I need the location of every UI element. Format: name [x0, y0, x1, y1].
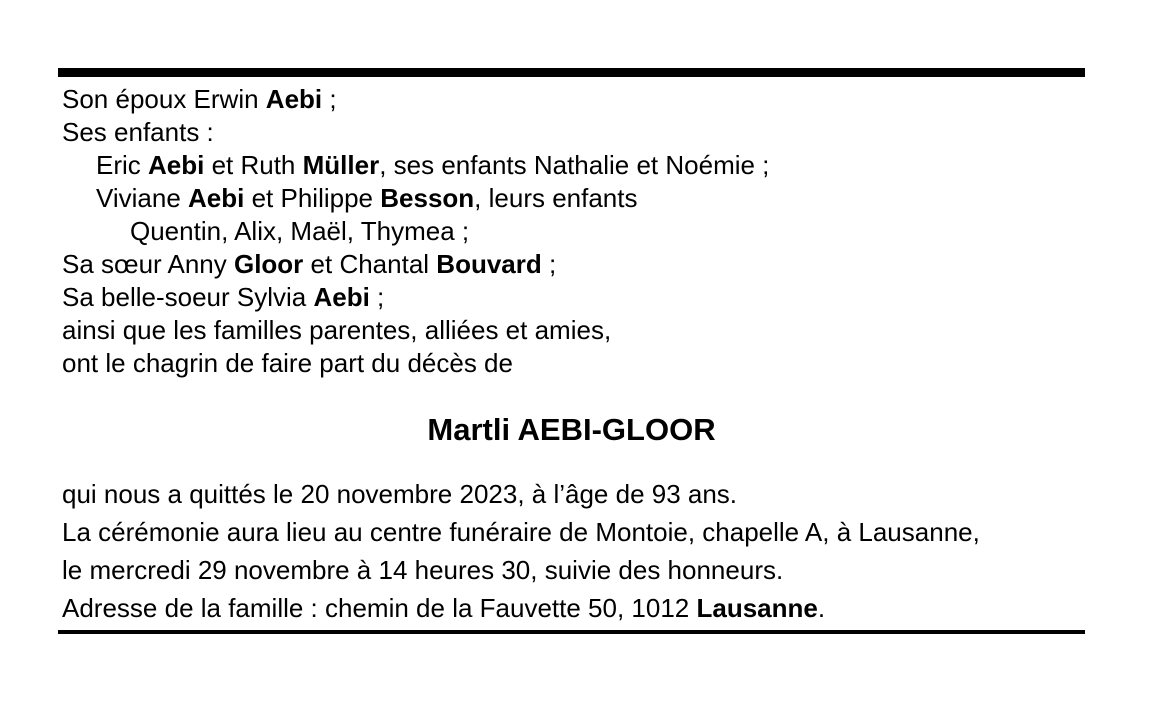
surname: Aebi: [188, 183, 245, 213]
text: Sa sœur Anny: [62, 249, 234, 279]
surname: Besson: [380, 183, 475, 213]
date-line: le mercredi 29 novembre à 14 heures 30, suivie des honneurs.: [62, 555, 784, 585]
child-line-2: [96, 182, 637, 215]
surname: Bouvard: [436, 249, 542, 279]
surname: Aebi: [265, 84, 323, 114]
ceremony-line: La cérémonie aura lieu au centre funéraire de Montoie, chapelle A, à Lausanne,: [62, 517, 980, 547]
text: .: [817, 593, 826, 623]
text: ;: [541, 249, 557, 279]
text: Adresse de la famille : chemin de la Fauvette 50, 1012: [62, 593, 697, 623]
city: Lausanne: [696, 593, 818, 623]
sister-in-law-line: [62, 281, 384, 314]
surname: Müller: [302, 150, 380, 180]
sister-line: [62, 248, 556, 281]
text: et Ruth: [204, 150, 303, 180]
grandchildren-line: Quentin, Alix, Maël, Thymea ;: [130, 216, 470, 246]
announce-line: ont le chagrin de faire part du décès de: [62, 348, 513, 378]
children-header: Ses enfants :: [62, 117, 214, 147]
text: , ses enfants Nathalie et Noémie ;: [379, 150, 770, 180]
surname: Gloor: [233, 249, 304, 279]
spouse-line: [62, 83, 337, 116]
text: et Chantal: [303, 249, 437, 279]
bottom-rule: [58, 630, 1085, 634]
surname: Aebi: [313, 282, 370, 312]
text: Sa belle-soeur Sylvia: [62, 282, 314, 312]
child-line-1: [96, 149, 769, 182]
families-line: ainsi que les familles parentes, alliées et amies,: [62, 315, 612, 345]
text: et Philippe: [244, 183, 381, 213]
deceased-name: Martli AEBI-GLOOR: [427, 412, 716, 447]
surname: Aebi: [148, 150, 205, 180]
text: Viviane: [96, 183, 189, 213]
text: ;: [322, 84, 337, 114]
text: , leurs enfants: [474, 183, 638, 213]
address-line: [62, 592, 825, 625]
text: ;: [369, 282, 385, 312]
top-rule: [58, 68, 1085, 77]
text: Son époux Erwin: [62, 84, 266, 114]
death-line: qui nous a quittés le 20 novembre 2023, à l’âge de 93 ans.: [62, 479, 738, 509]
text: Eric: [96, 150, 148, 180]
